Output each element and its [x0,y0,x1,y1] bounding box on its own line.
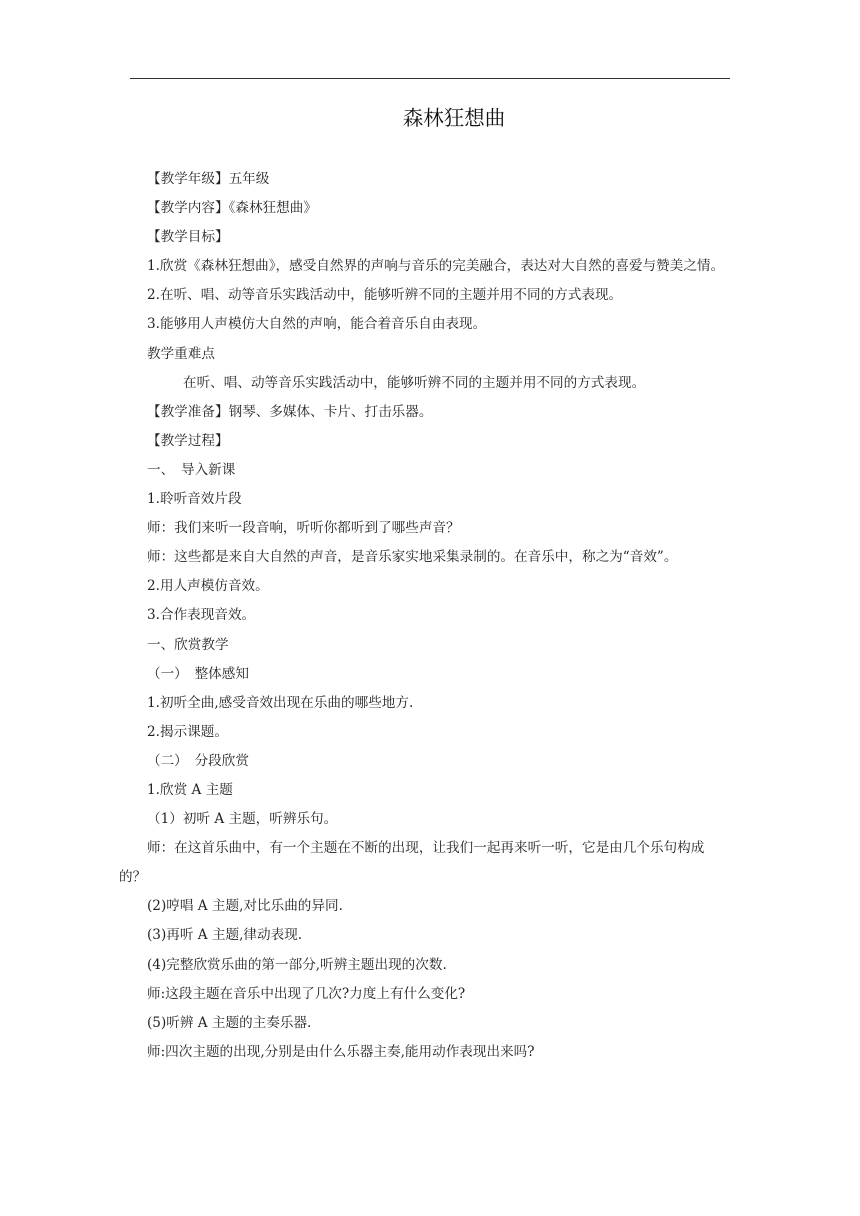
paragraph-text: (4)完整欣赏乐曲的第一部分,听辨主题出现的次数. [147,956,447,973]
paragraph [119,805,731,834]
paragraph [119,747,731,776]
paragraph-text: （一） 整体感知 [147,665,249,682]
paragraph [119,427,731,456]
paragraph-text: （二） 分段欣赏 [147,752,249,769]
paragraph-text: 一、欣赏教学 [147,636,229,653]
paragraph-text: 一、 导入新课 [147,461,236,478]
paragraph [119,456,731,485]
paragraph-text: 1.欣赏 A 主题 [147,781,233,798]
paragraph [119,252,731,281]
paragraph-text: 钢琴、多媒体、卡片、打击乐器。 [228,403,433,420]
paragraph-text: (2)哼唱 A 主题,对比乐曲的异同. [147,898,343,915]
paragraph [119,951,731,980]
paragraph [119,1009,731,1038]
paragraph [119,572,731,601]
paragraph [119,281,731,310]
section-label: 【教学准备】 [147,403,229,420]
paragraph-text: 师：这些都是来自大自然的声音，是音乐家实地采集录制的。在音乐中，称之为“音效”。 [147,549,678,566]
paragraph-text: 五年级 [228,171,270,187]
paragraph [119,689,731,718]
paragraph-text: 师：在这首乐曲中，有一个主题在不断的出现，让我们一起再来听一听，它是由几个乐句构成的？ [119,840,705,886]
paragraph [119,340,731,369]
paragraph [119,398,731,427]
paragraph [119,660,731,689]
paragraph [119,310,731,339]
paragraph [119,776,731,805]
section-label: 【教学目标】 [147,229,229,246]
paragraph [119,194,731,223]
section-label: 【教学过程】 [147,432,229,449]
paragraph [119,892,731,921]
paragraph-text: 师:四次主题的出现,分别是由什么乐器主奏,能用动作表现出来吗? [147,1043,535,1060]
paragraph-text: 3.能够用人声模仿大自然的声响，能合着音乐自由表现。 [147,316,487,333]
paragraph [119,718,731,747]
paragraph [119,1038,731,1067]
paragraph [119,514,731,543]
paragraph-text: 1.欣赏《森林狂想曲》，感受自然界的声响与音乐的完美融合，表达对大自然的喜爱与赞美之情。 [147,258,725,275]
paragraph-text: 1.初听全曲,感受音效出现在乐曲的哪些地方. [147,694,414,711]
paragraph-text: 师:这段主题在音乐中出现了几次?力度上有什么变化? [147,985,466,1002]
paragraph [119,980,731,1009]
paragraph [119,165,731,194]
paragraph-text: 《森林狂想曲》 [228,200,317,217]
paragraph-text: 3.合作表现音效。 [147,607,256,624]
paragraph-text: (3)再听 A 主题,律动表现. [147,927,303,944]
paragraph [119,485,731,514]
document-body [119,165,731,1067]
section-label: 【教学内容】 [147,200,229,217]
paragraph-text: 2.在听、唱、动等音乐实践活动中，能够听辨不同的主题并用不同的方式表现。 [147,287,623,304]
paragraph-text: 2.用人声模仿音效。 [147,578,269,595]
paragraph [119,369,731,398]
paragraph [119,834,731,892]
paragraph [119,601,731,630]
paragraph-text: 师：我们来听一段音响，听听你都听到了哪些声音？ [147,520,460,537]
document-title: 森林狂想曲 [402,106,506,130]
paragraph [119,543,731,572]
paragraph-text: （1）初听 A 主题，听辨乐句。 [147,811,338,828]
header-rule [130,78,730,79]
paragraph-text: (5)听辨 A 主题的主奏乐器. [147,1014,312,1031]
paragraph-text: 2.揭示课题。 [147,723,228,740]
paragraph-text: 在听、唱、动等音乐实践活动中，能够听辨不同的主题并用不同的方式表现。 [183,374,646,391]
paragraph [119,631,731,660]
paragraph-text: 1.聆听音效片段 [147,491,242,508]
paragraph [119,921,731,950]
section-label: 【教学年级】 [147,171,229,187]
paragraph [119,223,731,252]
paragraph-text: 教学重难点 [147,345,215,362]
